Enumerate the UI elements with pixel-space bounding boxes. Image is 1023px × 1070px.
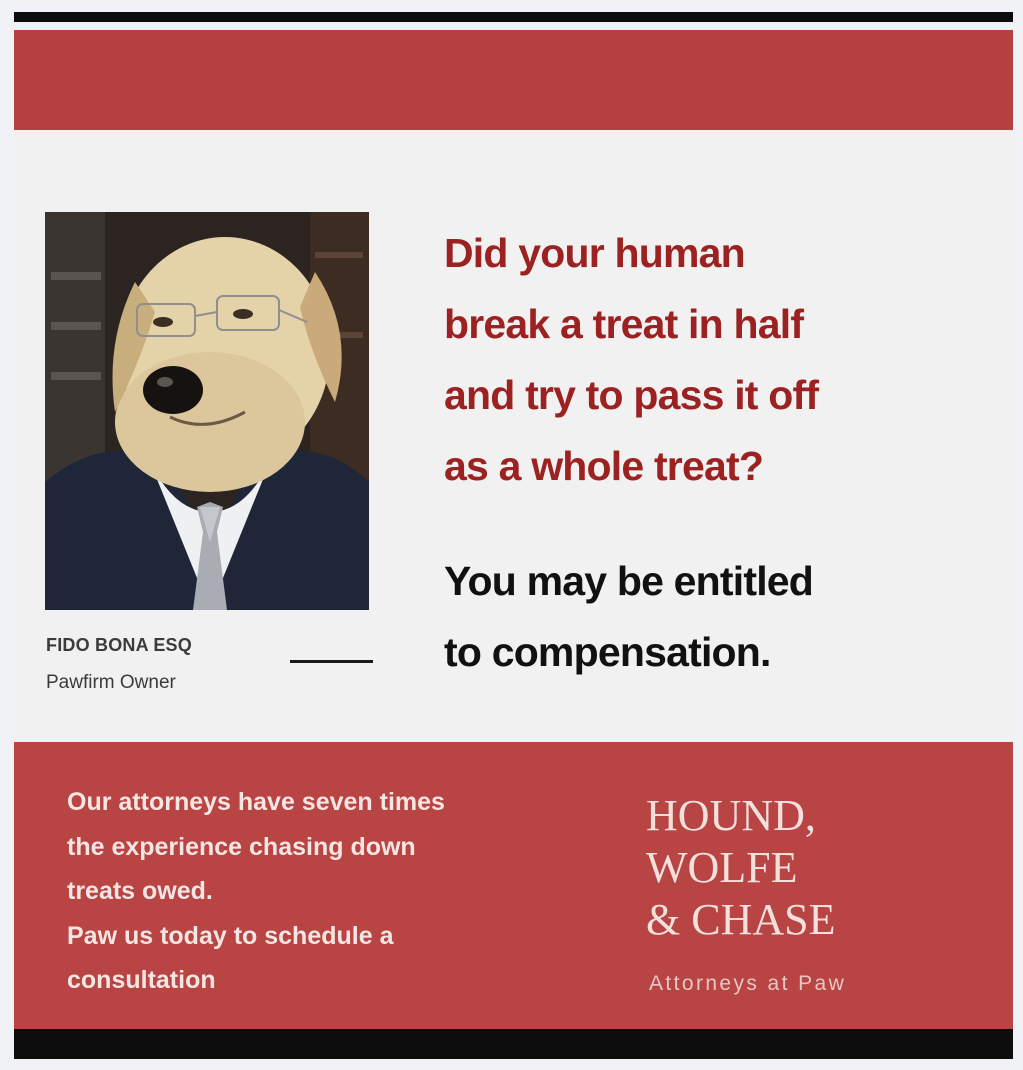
blurb-line: treats owed. (67, 877, 213, 905)
dog-in-suit-photo (45, 212, 369, 610)
headline-question (444, 218, 984, 502)
blurb-line: the experience chasing down (67, 832, 416, 861)
headline-line: break a treat in half (444, 301, 804, 347)
headline-line: Did your human (444, 230, 745, 276)
firm-blurb (67, 780, 607, 1003)
statement-line: You may be entitled (444, 558, 814, 604)
top-black-bar (14, 12, 1013, 22)
firm-tagline: Attorneys at Paw (649, 972, 847, 995)
bottom-black-bar (14, 1029, 1013, 1059)
attorney-title: Pawfirm Owner (46, 672, 176, 693)
compensation-statement (444, 546, 984, 688)
blurb-line: Our attorneys have seven times (67, 788, 445, 816)
headline-line: and try to pass it off (444, 372, 819, 418)
statement-line: to compensation. (444, 629, 771, 675)
top-red-band (14, 30, 1013, 130)
blurb-line: Paw us today to schedule a (67, 921, 394, 950)
firm-name-line: WOLFE (646, 843, 798, 892)
blurb-line: consultation (67, 966, 216, 994)
caption-divider (290, 660, 373, 663)
firm-name-line: HOUND, (646, 791, 816, 840)
firm-logo (646, 790, 835, 946)
firm-name-line: & CHASE (646, 895, 836, 944)
attorney-name: FIDO BONA ESQ (46, 635, 192, 655)
headline-line: as a whole treat? (444, 443, 764, 489)
